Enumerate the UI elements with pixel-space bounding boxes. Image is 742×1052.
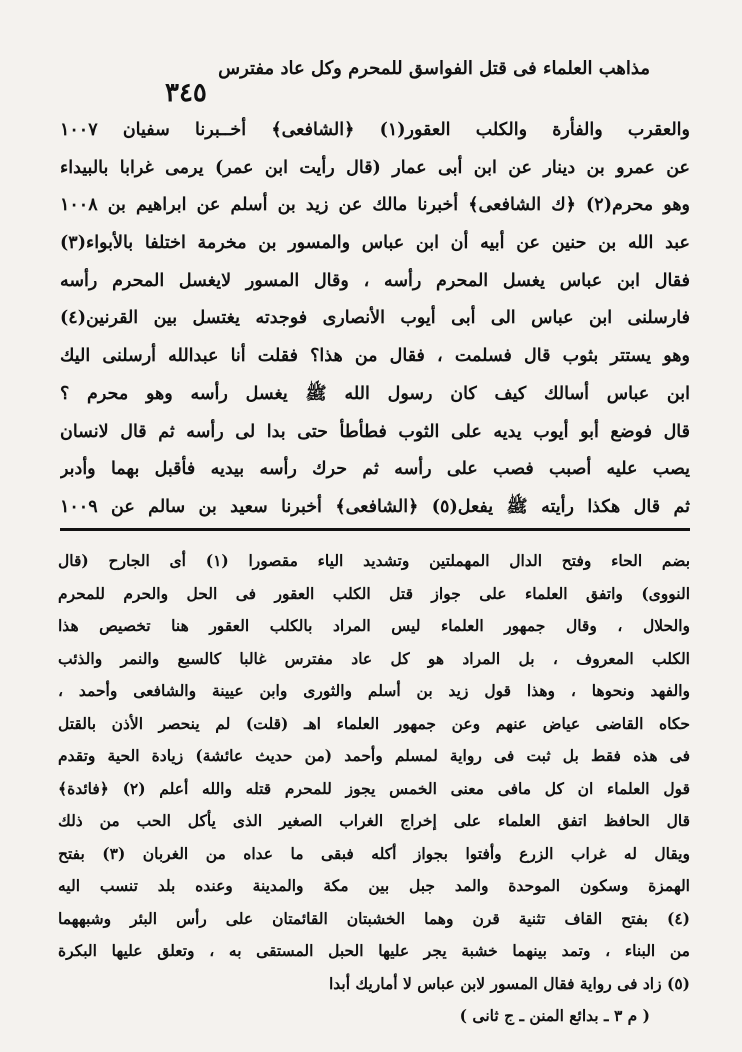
main-line: عن عمرو بن دينار عن ابن أبى عمار (قال رأيت ابن عمر) يرمى غرابا بالبيداء [60,157,690,178]
main-line: فقال ابن عباس يغسل المحرم رأسه ، وقال المسور لايغسل المحرم رأسه [60,270,690,291]
main-line: وهو محرم(٢) ﴿ك الشافعى﴾ أخبرنا مالك عن زيد بن أسلم عن ابراهيم بن ١٠٠٨ [60,195,690,216]
footnote-line: من البناء ، وتمد بينهما خشبة يجر عليها الحبل المستقى به ، وتعلق عليها البكرة [58,941,690,960]
main-line: عبد الله بن حنين عن أبيه أن ابن عباس والمسور بن مخرمة اختلفا بالأبواء(٣) [60,233,690,254]
main-line: والعقرب والفأرة والكلب العقور(١) ﴿الشافعى﴾ أخــبرنا سفيان ١٠٠٧ [60,120,690,140]
page-number: ٣٤٥ [165,78,207,108]
footnotes [58,545,690,1033]
footnote-line: والفهد ونحوها ، وهذا قول زيد بن أسلم والثورى وابن عيينة والشافعى وأحمد ، [58,681,690,700]
main-line: ابن عباس أسالك كيف كان رسول الله ﷺ يغسل رأسه وهو محرم ؟ [60,383,690,404]
footnote-line: ويقال له غراب الزرع وأفتوا بجواز أكله فبقى ما عداه من الغربان (٣) بفتح [58,843,690,863]
main-text [60,112,690,527]
footnote-line: (٤) بفتح القاف تثنية قرن وهما الخشبتان القائمتان على رأس البئر وشبههما [58,908,690,928]
footnote-line: قول العلماء ان كل مافى معنى الخمس يجوز للمحرم قتله والله أعلم (٢) ﴿فائدة﴾ [58,778,690,798]
footnote-line: الهمزة وسكون الموحدة والمد جبل بين مكة والمدينة وعنده بلد تنسب اليه [58,876,690,895]
footnote-line: النووى) واتفق العلماء على جواز قتل الكلب العقور فى الحل والحرم للمحرم [58,583,690,603]
main-line: يصب عليه أصبب فصب على رأسه ثم حرك رأسه بيديه فأقبل بهما وأدبر [60,459,690,480]
main-line: وهو يستتر بثوب قال فسلمت ، فقال من هذا؟ فقلت أنا عبدالله أرسلنى اليك [60,346,690,367]
main-line: ثم قال هكذا رأيته ﷺ يفعل(٥) ﴿الشافعى﴾ أخبرنا سعيد بن سالم عن ١٠٠٩ [60,496,690,517]
footnote-line: الكلب المعروف ، بل المراد هو كل عاد مفترس غالبا كالسبع والنمر والذئب [58,648,690,668]
footnote-line: قال الحافظ اتفق العلماء على إخراج الغراب الصغير الذى يأكل الحب من ذلك [58,811,690,830]
main-line: قال فوضع أبو أيوب يديه على الثوب فطأطأ حتى بدا لى رأسه ثم قال لانسان [60,421,690,442]
footnote-line: والحلال ، وقال جمهور العلماء ليس المراد بالكلب العقور هنا تخصيص هذا [58,616,690,635]
footnote-line: (٥) زاد فى رواية فقال المسور لابن عباس لا أماريك أبدا [328,973,690,993]
running-header: مذاهب العلماء فى قتل الفواسق للمحرم وكل عاد مفترس [218,58,650,79]
footnote-divider [60,528,690,531]
footnote-line: فى هذه فقط بل ثبت فى رواية لمسلم وأحمد (من حديث عائشة) زيادة الحية وتقدم [58,746,690,765]
footnote-line: حكاه القاضى عياض عنهم وعن جمهور العلماء اهـ (قلت) لم ينحصر الأذن بالقتل [58,713,690,733]
signature-line: ( م ٣ ـ بدائع المنن ـ ج ثانى ) [459,1006,650,1025]
main-line: فارسلنى ابن عباس الى أبى أيوب الأنصارى فوجدته يغتسل بين القرنين(٤) [60,308,690,329]
footnote-line: بضم الحاء وفتح الدال المهملتين وتشديد الياء مقصورا (١) أى الجارح (قال [58,551,690,570]
